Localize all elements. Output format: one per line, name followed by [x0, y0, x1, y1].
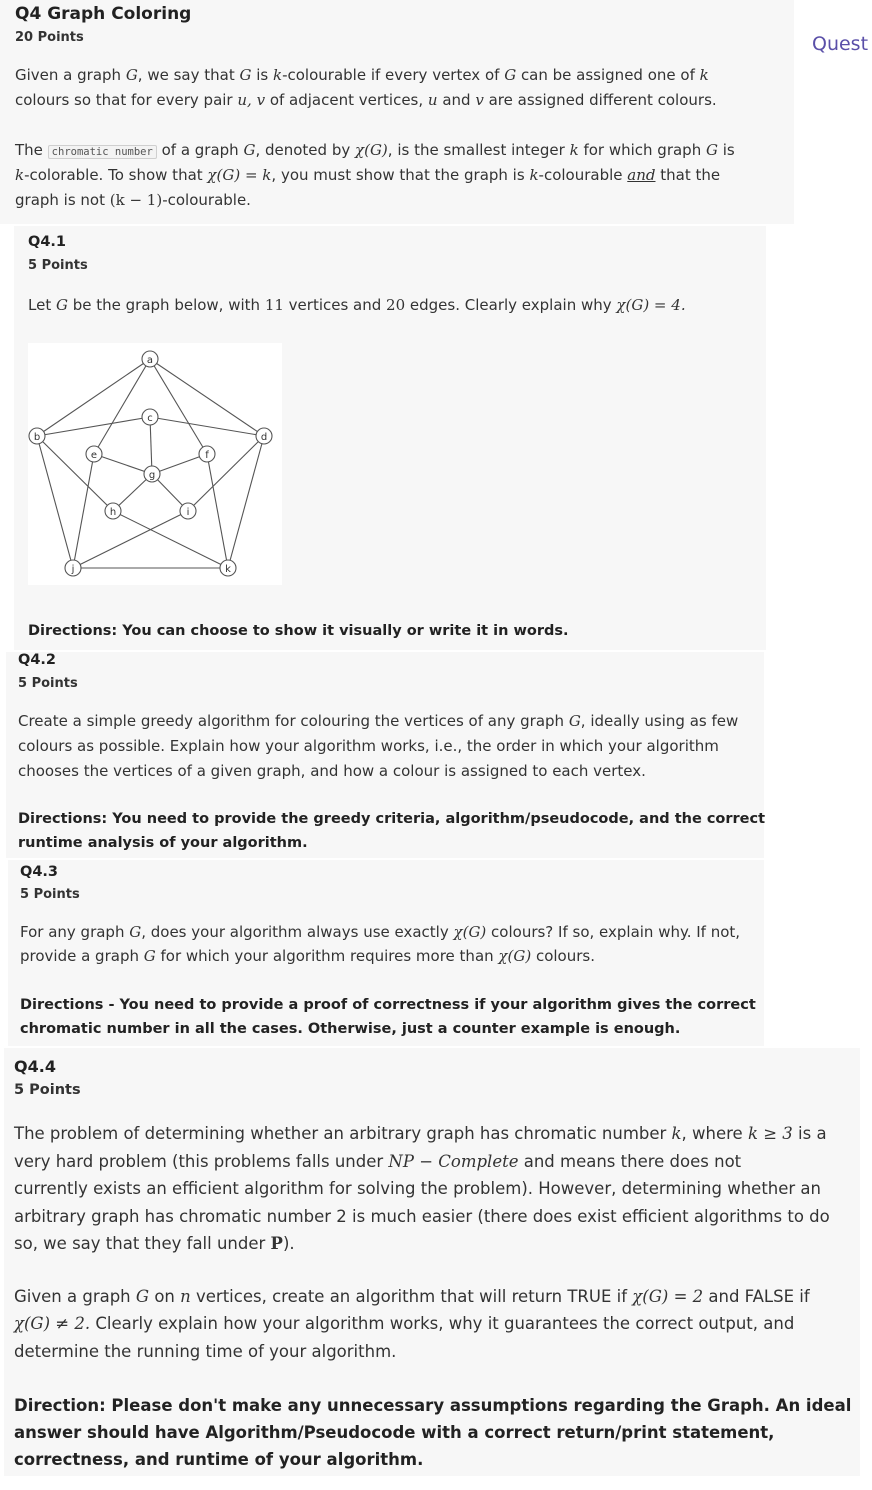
svg-text:e: e: [90, 450, 98, 461]
q44-directions-1: Direction: Please don't make any unnecessary assumptions regarding the Graph. An ideal: [14, 1396, 852, 1415]
edge-g-c: [150, 417, 152, 474]
edge-a-d: [150, 359, 264, 436]
edge-b-j: [37, 436, 73, 568]
q44-title: Q4.4: [14, 1057, 56, 1076]
q42-directions-2: runtime analysis of your algorithm.: [18, 835, 308, 851]
svg-text:h: h: [109, 507, 117, 518]
q42-line-2: colours as possible. Explain how your algorithm works, i.e., the order in which your algorithm: [18, 737, 719, 755]
q43-line-1: For any graph G, does your algorithm always use exactly χ(G) colours? If so, explain why. If not,: [20, 923, 741, 941]
vertex-f: [199, 446, 215, 462]
q42-line-1: Create a simple greedy algorithm for colouring the vertices of any graph G, ideally using as few: [18, 712, 739, 730]
q44-p1-line-5: so, we say that they fall under P).: [14, 1234, 295, 1253]
q44-directions-3: correctness, and runtime of your algorithm.: [14, 1450, 424, 1469]
q41-points: 5 Points: [28, 258, 88, 273]
intro-line-2: colours so that for every pair u, v of adjacent vertices, u and v are assigned different colours.: [15, 91, 717, 109]
q43-directions-2: chromatic number in all the cases. Otherwise, just a counter example is enough.: [20, 1021, 681, 1037]
q44-directions-2: answer should have Algorithm/Pseudocode with a correct return/print statement,: [14, 1423, 775, 1442]
q42-line-3: chooses the vertices of a given graph, and how a colour is assigned to each vertex.: [18, 762, 646, 780]
svg-text:a: a: [146, 355, 154, 366]
q44-p1-line-1: The problem of determining whether an arbitrary graph has chromatic number k, where k ≥ 3 is a: [14, 1124, 827, 1143]
svg-text:f: f: [205, 450, 209, 461]
q44-p2-line-3: determine the running time of your algorithm.: [14, 1342, 397, 1361]
svg-text:b: b: [33, 432, 41, 443]
graph-svg: [28, 343, 282, 585]
chromatic-number-code: chromatic number: [48, 145, 157, 159]
q41-directions: Directions: You can choose to show it visually or write it in words.: [28, 623, 569, 639]
q42-directions-1: Directions: You need to provide the greedy criteria, algorithm/pseudocode, and the correct: [18, 811, 766, 827]
svg-text:k: k: [225, 564, 231, 575]
svg-text:c: c: [147, 413, 153, 424]
vertex-d: [256, 428, 272, 444]
q42-title: Q4.2: [18, 652, 57, 668]
svg-text:g: g: [148, 470, 156, 481]
vertex-b: [29, 428, 45, 444]
vertex-i: [180, 503, 196, 519]
q44-p1-line-4: arbitrary graph has chromatic number 2 is much easier (there does exist efficient algorithms to do: [14, 1207, 830, 1226]
edge-a-e: [94, 359, 150, 454]
edge-b-c: [37, 417, 150, 436]
edge-j-e: [73, 454, 94, 568]
svg-text:j: j: [71, 564, 75, 575]
q41-title: Q4.1: [28, 234, 67, 250]
edge-k-f: [207, 454, 228, 568]
intro-line-3: The chromatic number of a graph G, denoted by χ(G), is the smallest integer k for which graph G is: [15, 141, 735, 159]
q44-p1-line-2: very hard problem (this problems falls under NP − Complete and means there does not: [14, 1152, 742, 1171]
vertex-k: [220, 560, 236, 576]
q44-p1-line-3: currently exists an efficient algorithm for solving the problem). However, determining whether an: [14, 1179, 821, 1198]
question-points: 20 Points: [15, 30, 84, 45]
vertex-c: [142, 409, 158, 425]
edge-a-f: [150, 359, 207, 454]
vertex-g: [144, 466, 160, 482]
vertex-a: [142, 351, 158, 367]
edge-g-e: [94, 454, 152, 474]
q43-title: Q4.3: [20, 864, 59, 880]
vertex-e: [86, 446, 102, 462]
q43-points: 5 Points: [20, 887, 80, 902]
edge-g-f: [152, 454, 207, 474]
svg-text:d: d: [260, 432, 268, 443]
edge-d-i: [188, 436, 264, 511]
edge-d-c: [150, 417, 264, 436]
svg-text:i: i: [186, 507, 190, 518]
edge-d-k: [228, 436, 264, 568]
vertex-h: [105, 503, 121, 519]
edge-b-h: [37, 436, 113, 511]
quest-side-label[interactable]: Quest: [812, 33, 869, 55]
q42-points: 5 Points: [18, 676, 78, 691]
q44-points: 5 Points: [14, 1082, 81, 1098]
edge-a-b: [37, 359, 150, 436]
q44-p2-line-2: χ(G) ≠ 2. Clearly explain how your algorithm works, why it guarantees the correct output, and: [14, 1314, 795, 1333]
graph-figure: [28, 343, 282, 585]
intro-line-5: graph is not (k − 1)-colourable.: [15, 191, 251, 209]
question-title: Q4 Graph Coloring: [15, 4, 192, 24]
q41-text: Let G be the graph below, with 11 vertices and 20 edges. Clearly explain why χ(G) = 4.: [28, 296, 686, 314]
intro-line-1: Given a graph G, we say that G is k-colourable if every vertex of G can be assigned one of k: [15, 66, 709, 84]
intro-line-4: k-colorable. To show that χ(G) = k, you must show that the graph is k-colourable and that the: [15, 166, 721, 184]
q43-line-2: provide a graph G for which your algorithm requires more than χ(G) colours.: [20, 947, 595, 965]
q43-directions-1: Directions - You need to provide a proof of correctness if your algorithm gives the correct: [20, 997, 756, 1013]
vertex-j: [65, 560, 81, 576]
graph-edges: [37, 359, 264, 568]
q44-p2-line-1: Given a graph G on n vertices, create an algorithm that will return TRUE if χ(G) = 2 and FALSE if: [14, 1287, 810, 1306]
